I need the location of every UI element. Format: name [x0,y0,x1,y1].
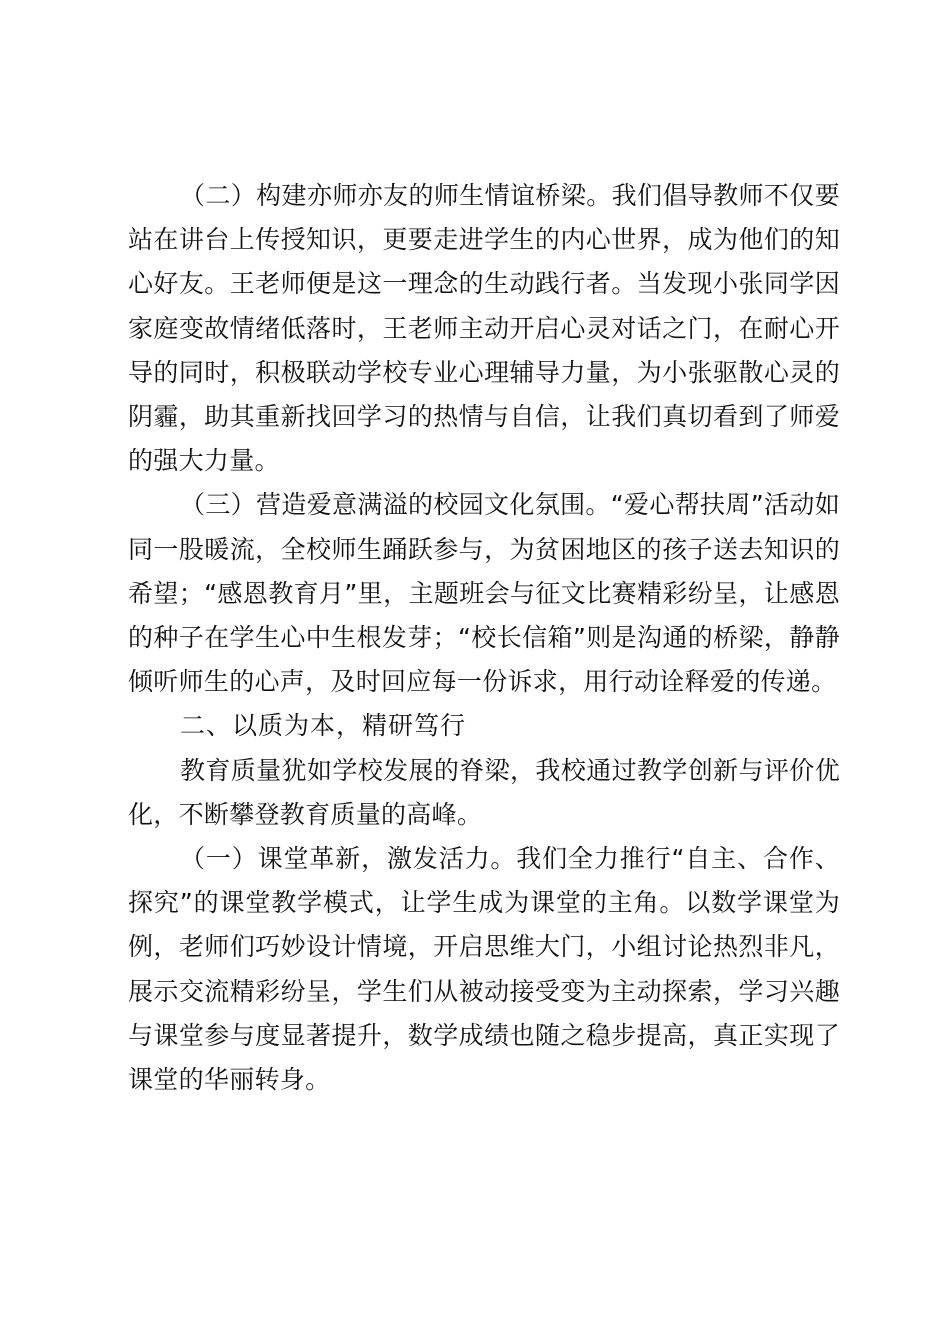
document-body [128,174,840,1102]
paragraph-quality-intro: 教育质量犹如学校发展的脊梁，我校通过教学创新与评价优化，不断攀登教育质量的高峰。 [128,755,840,829]
section-heading-quality: 二、以质为本，精研笃行 [180,711,467,741]
paragraph-teacher-student-bond: （二）构建亦师亦友的师生情谊桥梁。我们倡导教师不仅要站在讲台上传授知识，更要走进学生的内心世界，成为他们的知心好友。王老师便是这一理念的生动践行者。当发现小张同学因家庭变故情绪低落时，王老师主动开启心灵对话之门，在耐心开导的同时，积极联动学校专业心理辅导力量，为小张驱散心灵的阴霾，助其重新找回学习的热情与自信，让我们真切看到了师爱的强大力量。 [128,181,840,476]
paragraph-classroom-innovation: （一）课堂革新，激发活力。我们全力推行“自主、合作、探究”的课堂教学模式，让学生成为课堂的主角。以数学课堂为例，老师们巧妙设计情境，开启思维大门，小组讨论热烈非凡，展示交流精彩纷呈，学生们从被动接受变为主动探索，学习兴趣与课堂参与度显著提升，数学成绩也随之稳步提高，真正实现了课堂的华丽转身。 [128,844,840,1095]
paragraph-campus-culture: （三）营造爱意满溢的校园文化氛围。“爱心帮扶周”活动如同一股暖流，全校师生踊跃参与，为贫困地区的孩子送去知识的希望；“感恩教育月”里，主题班会与征文比赛精彩纷呈，让感恩的种子在学生心中生根发芽；“校长信箱”则是沟通的桥梁，静静倾听师生的心声，及时回应每一份诉求，用行动诠释爱的传递。 [128,490,840,697]
